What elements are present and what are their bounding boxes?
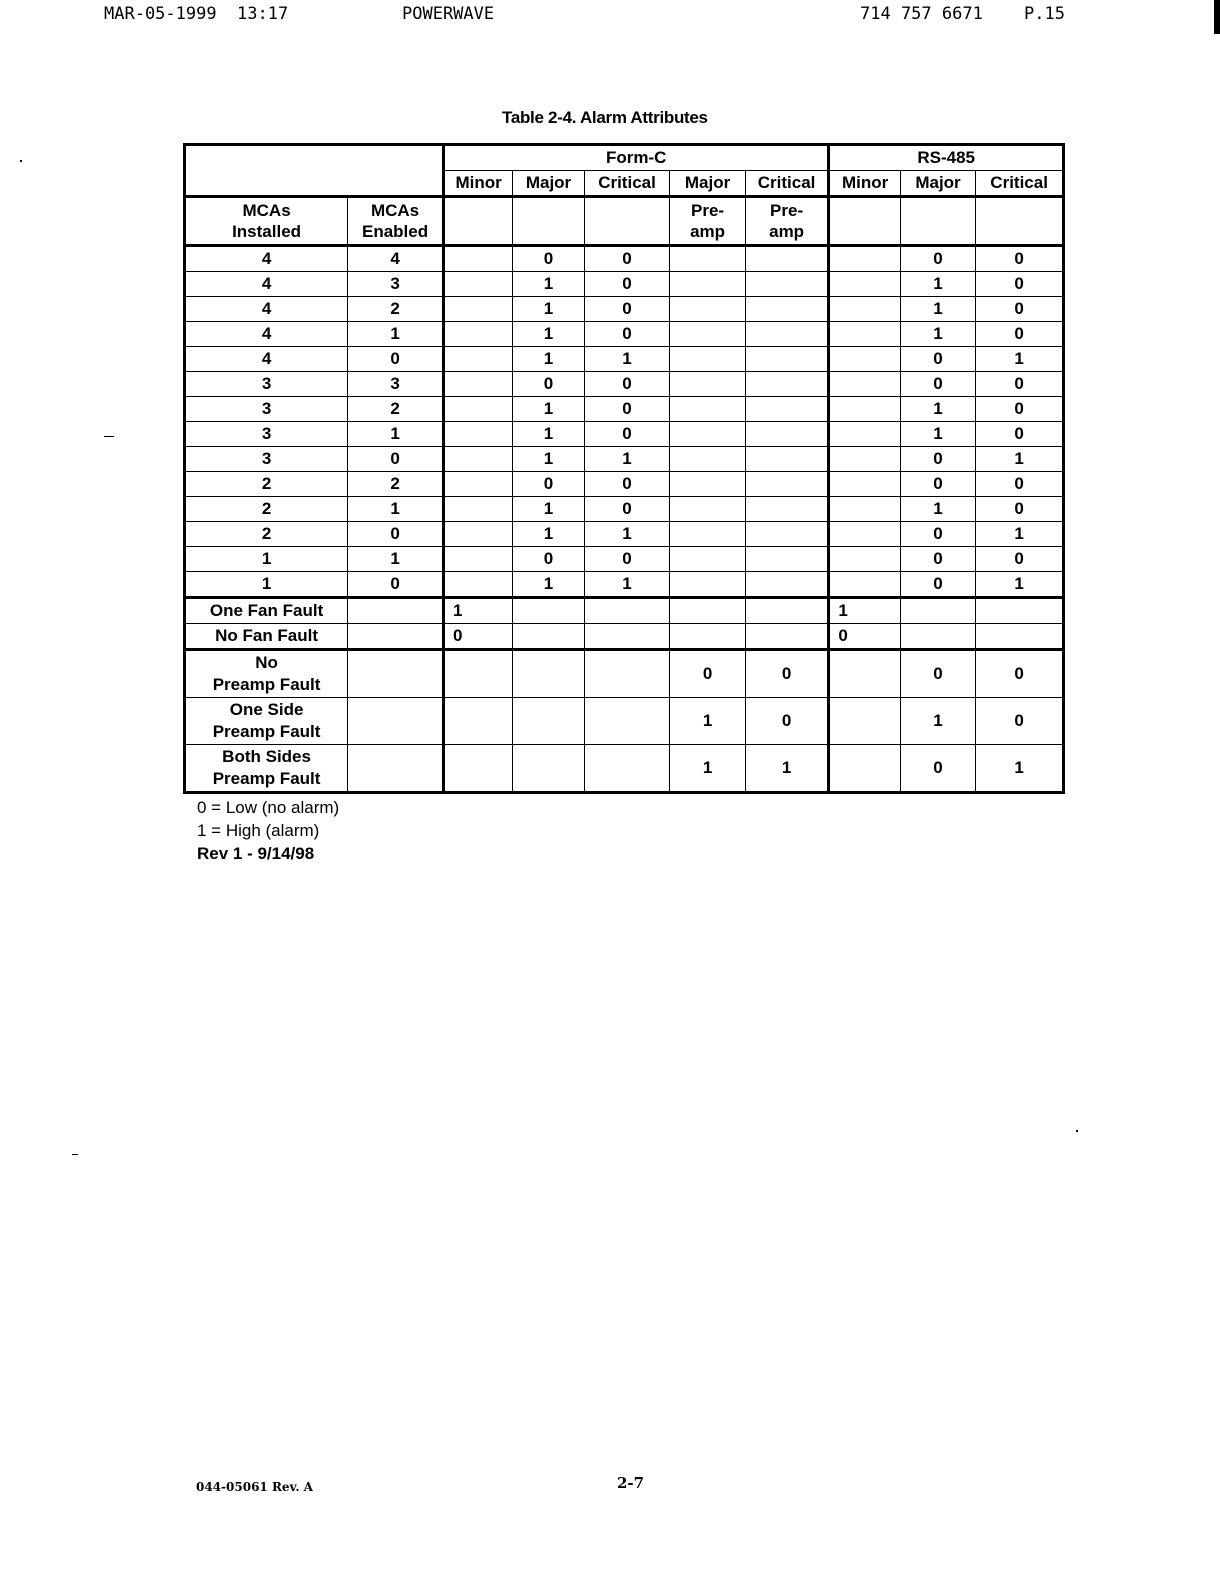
mcas-enabled-cell: 1: [348, 422, 444, 447]
header-major: Major: [513, 171, 584, 197]
empty-cell: [745, 598, 829, 624]
major-preamp-cell: [670, 472, 745, 497]
form-c-major-cell: 1: [513, 272, 584, 297]
preamp-row-one-side: [185, 698, 1064, 745]
fan-form-c-minor: 0: [443, 624, 512, 650]
form-c-minor-cell: [443, 522, 512, 547]
rs485-group-header: RS-485: [829, 145, 1064, 171]
form-c-major-cell: 0: [513, 547, 584, 572]
empty-cell: [348, 624, 444, 650]
empty-cell: [443, 650, 512, 698]
rs-minor-cell: [829, 372, 900, 397]
mcas-enabled-cell: 3: [348, 272, 444, 297]
rs-critical-cell: 0: [976, 372, 1064, 397]
edge-mark: [1214, 0, 1220, 34]
rs-minor-cell: [829, 497, 900, 522]
table-row: [185, 447, 1064, 472]
mcas-enabled-cell: 1: [348, 547, 444, 572]
table-row: [185, 322, 1064, 347]
preamp-row-both-sides: [185, 745, 1064, 793]
mcas-enabled-cell: 4: [348, 246, 444, 272]
rs-critical-cell: 0: [976, 246, 1064, 272]
form-c-critical-cell: 1: [584, 347, 670, 372]
mcas-enabled-cell: 0: [348, 522, 444, 547]
table-row: [185, 397, 1064, 422]
table-row: [185, 372, 1064, 397]
preamp-label: No Preamp Fault: [185, 650, 348, 698]
table-row: [185, 522, 1064, 547]
rs-major-cell: 0: [900, 447, 975, 472]
table-row: [185, 347, 1064, 372]
form-c-major-cell: 0: [513, 372, 584, 397]
rs-major-cell: 0: [900, 347, 975, 372]
form-c-major-cell: 0: [513, 472, 584, 497]
table-row: [185, 422, 1064, 447]
table-row: [185, 246, 1064, 272]
mcas-installed-cell: 2: [185, 472, 348, 497]
empty-cell: [348, 745, 444, 793]
rs-critical-cell: 0: [976, 322, 1064, 347]
rs-major-cell: 0: [900, 572, 975, 598]
major-preamp-cell: [670, 422, 745, 447]
empty-cell: [829, 197, 900, 246]
empty-cell: [584, 598, 670, 624]
empty-cell: [584, 650, 670, 698]
form-c-major-cell: 0: [513, 246, 584, 272]
empty-cell: [976, 197, 1064, 246]
major-preamp-cell: [670, 297, 745, 322]
major-preamp-cell: [670, 397, 745, 422]
mcas-enabled-cell: 1: [348, 497, 444, 522]
empty-cell: [829, 745, 900, 793]
note-revision: Rev 1 - 9/14/98: [197, 844, 315, 863]
empty-cell: [900, 197, 975, 246]
scan-speck: [72, 1154, 78, 1155]
scan-speck: [104, 436, 114, 437]
empty-cell: [976, 624, 1064, 650]
empty-cell: [584, 197, 670, 246]
form-c-major-cell: 1: [513, 297, 584, 322]
form-c-group-header: Form-C: [443, 145, 828, 171]
rs-critical-cell: 1: [976, 447, 1064, 472]
rs-major-cell: 1: [900, 422, 975, 447]
rs-minor-cell: [829, 572, 900, 598]
form-c-critical-cell: 0: [584, 497, 670, 522]
critical-preamp-cell: [745, 272, 829, 297]
preamp-critical-value: 1: [745, 745, 829, 793]
mcas-enabled-cell: 0: [348, 572, 444, 598]
header-critical-preamp: Critical: [745, 171, 829, 197]
critical-preamp-cell: [745, 297, 829, 322]
mcas-installed-cell: 1: [185, 547, 348, 572]
form-c-minor-cell: [443, 272, 512, 297]
critical-preamp-cell: [745, 497, 829, 522]
major-preamp-cell: [670, 322, 745, 347]
mcas-installed-cell: 3: [185, 372, 348, 397]
empty-cell: [348, 598, 444, 624]
corner-cell: [185, 145, 444, 197]
header-mcas-enabled: MCAs Enabled: [348, 197, 444, 246]
empty-cell: [584, 745, 670, 793]
fan-label: No Fan Fault: [185, 624, 348, 650]
empty-cell: [513, 197, 584, 246]
rs-minor-cell: [829, 246, 900, 272]
form-c-critical-cell: 0: [584, 297, 670, 322]
empty-cell: [900, 598, 975, 624]
form-c-minor-cell: [443, 572, 512, 598]
fax-page: P.15: [1024, 4, 1065, 24]
empty-cell: [513, 745, 584, 793]
form-c-minor-cell: [443, 422, 512, 447]
critical-preamp-cell: [745, 347, 829, 372]
mcas-installed-cell: 4: [185, 297, 348, 322]
form-c-major-cell: 1: [513, 447, 584, 472]
form-c-minor-cell: [443, 372, 512, 397]
scan-speck: [1076, 1130, 1078, 1132]
form-c-critical-cell: 0: [584, 547, 670, 572]
empty-cell: [976, 598, 1064, 624]
table-row: [185, 297, 1064, 322]
form-c-major-cell: 1: [513, 497, 584, 522]
critical-preamp-cell: [745, 322, 829, 347]
form-c-critical-cell: 1: [584, 447, 670, 472]
table-row: [185, 472, 1064, 497]
preamp-major-value: 1: [670, 698, 745, 745]
form-c-critical-cell: 1: [584, 572, 670, 598]
header-mcas-installed: MCAs Installed: [185, 197, 348, 246]
rs-critical-cell: 0: [976, 547, 1064, 572]
preamp-critical-value: 0: [745, 650, 829, 698]
empty-cell: [513, 650, 584, 698]
form-c-critical-cell: 1: [584, 522, 670, 547]
rs-major-cell: 1: [900, 397, 975, 422]
preamp-label: One Side Preamp Fault: [185, 698, 348, 745]
critical-preamp-cell: [745, 547, 829, 572]
mcas-installed-cell: 4: [185, 322, 348, 347]
preamp-critical-value: 0: [745, 698, 829, 745]
major-preamp-cell: [670, 497, 745, 522]
header-group-row: [185, 145, 1064, 171]
rs-critical-cell: 0: [976, 472, 1064, 497]
preamp-rs-major-value: 0: [900, 650, 975, 698]
critical-preamp-cell: [745, 246, 829, 272]
fax-phone: 714 757 6671: [860, 4, 983, 24]
critical-preamp-cell: [745, 572, 829, 598]
fan-row-none: [185, 624, 1064, 650]
form-c-major-cell: 1: [513, 572, 584, 598]
preamp-rs-critical-value: 0: [976, 650, 1064, 698]
form-c-minor-cell: [443, 347, 512, 372]
rs-minor-cell: [829, 547, 900, 572]
form-c-minor-cell: [443, 497, 512, 522]
note-low: 0 = Low (no alarm): [197, 798, 340, 817]
rs-critical-cell: 1: [976, 522, 1064, 547]
preamp-major-value: 1: [670, 745, 745, 793]
major-preamp-cell: [670, 572, 745, 598]
fan-rs-minor: 1: [829, 598, 900, 624]
major-preamp-cell: [670, 347, 745, 372]
header-preamp-critical: Pre- amp: [745, 197, 829, 246]
table-row: [185, 272, 1064, 297]
alarm-attributes-table: [183, 143, 1065, 794]
preamp-rs-critical-value: 0: [976, 698, 1064, 745]
form-c-minor-cell: [443, 297, 512, 322]
fax-date-time: MAR-05-1999 13:17: [104, 4, 289, 24]
form-c-major-cell: 1: [513, 522, 584, 547]
fax-header: [0, 4, 1220, 30]
rs-major-cell: 1: [900, 497, 975, 522]
form-c-minor-cell: [443, 447, 512, 472]
empty-cell: [670, 598, 745, 624]
major-preamp-cell: [670, 246, 745, 272]
empty-cell: [745, 624, 829, 650]
empty-cell: [584, 624, 670, 650]
fan-rs-minor: 0: [829, 624, 900, 650]
form-c-minor-cell: [443, 397, 512, 422]
rs-minor-cell: [829, 297, 900, 322]
footer-page-number: 2-7: [617, 1474, 645, 1492]
note-high: 1 = High (alarm): [197, 821, 320, 840]
rs-critical-cell: 0: [976, 297, 1064, 322]
header-critical: Critical: [584, 171, 670, 197]
form-c-critical-cell: 0: [584, 422, 670, 447]
preamp-major-value: 0: [670, 650, 745, 698]
header-label-row: [185, 197, 1064, 246]
rs-minor-cell: [829, 447, 900, 472]
fan-row-one: [185, 598, 1064, 624]
mcas-installed-cell: 2: [185, 522, 348, 547]
form-c-major-cell: 1: [513, 347, 584, 372]
mcas-installed-cell: 4: [185, 246, 348, 272]
empty-cell: [443, 197, 512, 246]
mcas-enabled-cell: 2: [348, 297, 444, 322]
critical-preamp-cell: [745, 372, 829, 397]
form-c-minor-cell: [443, 322, 512, 347]
form-c-minor-cell: [443, 472, 512, 497]
mcas-installed-cell: 1: [185, 572, 348, 598]
critical-preamp-cell: [745, 447, 829, 472]
mcas-installed-cell: 3: [185, 447, 348, 472]
preamp-row-none: [185, 650, 1064, 698]
form-c-critical-cell: 0: [584, 322, 670, 347]
rs-major-cell: 0: [900, 472, 975, 497]
mca-rows: [185, 246, 1064, 598]
rs-critical-cell: 0: [976, 272, 1064, 297]
form-c-major-cell: 1: [513, 397, 584, 422]
critical-preamp-cell: [745, 472, 829, 497]
form-c-critical-cell: 0: [584, 397, 670, 422]
rs-critical-cell: 1: [976, 347, 1064, 372]
empty-cell: [348, 650, 444, 698]
table-row: [185, 547, 1064, 572]
mcas-installed-cell: 2: [185, 497, 348, 522]
rs-critical-cell: 0: [976, 397, 1064, 422]
mcas-enabled-cell: 3: [348, 372, 444, 397]
fan-form-c-minor: 1: [443, 598, 512, 624]
rs-major-cell: 0: [900, 246, 975, 272]
form-c-critical-cell: 0: [584, 272, 670, 297]
critical-preamp-cell: [745, 397, 829, 422]
major-preamp-cell: [670, 447, 745, 472]
rs-major-cell: 1: [900, 322, 975, 347]
mcas-installed-cell: 3: [185, 397, 348, 422]
header-major-preamp: Major: [670, 171, 745, 197]
header-rs-critical: Critical: [976, 171, 1064, 197]
preamp-rs-major-value: 0: [900, 745, 975, 793]
mcas-enabled-cell: 0: [348, 347, 444, 372]
form-c-minor-cell: [443, 246, 512, 272]
scan-speck: [20, 160, 22, 162]
empty-cell: [829, 698, 900, 745]
rs-minor-cell: [829, 347, 900, 372]
footer-doc-number: 044-05061 Rev. A: [196, 1480, 313, 1494]
rs-minor-cell: [829, 272, 900, 297]
form-c-major-cell: 1: [513, 322, 584, 347]
rs-minor-cell: [829, 472, 900, 497]
form-c-critical-cell: 0: [584, 246, 670, 272]
rs-minor-cell: [829, 422, 900, 447]
mcas-enabled-cell: 1: [348, 322, 444, 347]
rs-minor-cell: [829, 397, 900, 422]
major-preamp-cell: [670, 272, 745, 297]
header-rs-minor: Minor: [829, 171, 900, 197]
empty-cell: [443, 698, 512, 745]
empty-cell: [584, 698, 670, 745]
mcas-enabled-cell: 0: [348, 447, 444, 472]
preamp-rs-critical-value: 1: [976, 745, 1064, 793]
form-c-minor-cell: [443, 547, 512, 572]
fax-company: POWERWAVE: [402, 4, 495, 24]
major-preamp-cell: [670, 547, 745, 572]
rs-critical-cell: 0: [976, 497, 1064, 522]
empty-cell: [513, 698, 584, 745]
mcas-enabled-cell: 2: [348, 472, 444, 497]
critical-preamp-cell: [745, 522, 829, 547]
header-preamp-major: Pre- amp: [670, 197, 745, 246]
empty-cell: [443, 745, 512, 793]
empty-cell: [670, 624, 745, 650]
form-c-critical-cell: 0: [584, 472, 670, 497]
empty-cell: [348, 698, 444, 745]
empty-cell: [829, 650, 900, 698]
legend-notes: [197, 796, 339, 865]
rs-major-cell: 0: [900, 372, 975, 397]
major-preamp-cell: [670, 372, 745, 397]
mcas-installed-cell: 4: [185, 347, 348, 372]
rs-major-cell: 0: [900, 547, 975, 572]
fan-label: One Fan Fault: [185, 598, 348, 624]
header-rs-major: Major: [900, 171, 975, 197]
mcas-installed-cell: 3: [185, 422, 348, 447]
rs-critical-cell: 1: [976, 572, 1064, 598]
empty-cell: [513, 598, 584, 624]
preamp-label: Both Sides Preamp Fault: [185, 745, 348, 793]
form-c-major-cell: 1: [513, 422, 584, 447]
mcas-installed-cell: 4: [185, 272, 348, 297]
empty-cell: [513, 624, 584, 650]
rs-major-cell: 1: [900, 272, 975, 297]
rs-minor-cell: [829, 522, 900, 547]
table-row: [185, 497, 1064, 522]
form-c-critical-cell: 0: [584, 372, 670, 397]
rs-major-cell: 1: [900, 297, 975, 322]
empty-cell: [900, 624, 975, 650]
header-minor: Minor: [443, 171, 512, 197]
rs-critical-cell: 0: [976, 422, 1064, 447]
rs-minor-cell: [829, 322, 900, 347]
mcas-enabled-cell: 2: [348, 397, 444, 422]
preamp-rs-major-value: 1: [900, 698, 975, 745]
critical-preamp-cell: [745, 422, 829, 447]
major-preamp-cell: [670, 522, 745, 547]
table-row: [185, 572, 1064, 598]
table-title: Table 2-4. Alarm Attributes: [502, 108, 708, 127]
rs-major-cell: 0: [900, 522, 975, 547]
